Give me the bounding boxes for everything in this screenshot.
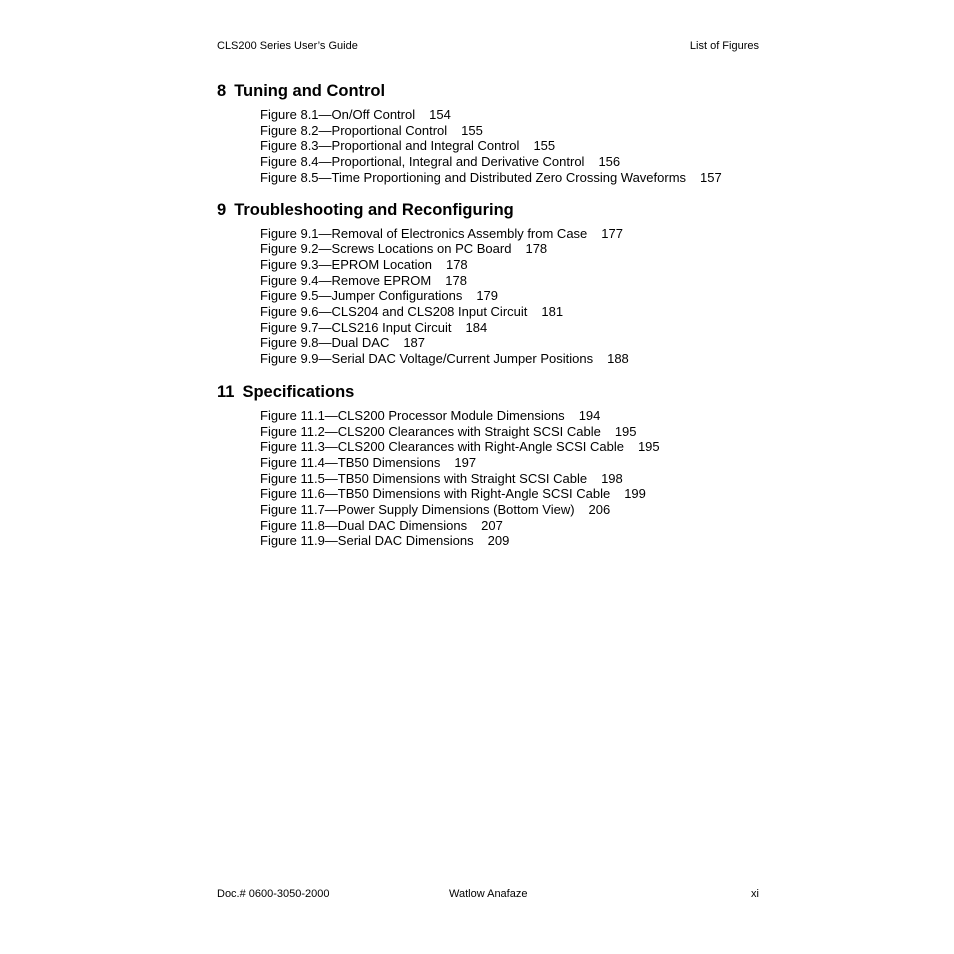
figure-page-number: 198: [601, 470, 623, 486]
figure-label: Figure 11.9—Serial DAC Dimensions: [260, 533, 474, 549]
figure-list: [260, 408, 777, 549]
figure-label: Figure 8.1—On/Off Control: [260, 107, 416, 122]
section-number: 11: [217, 382, 235, 401]
figure-label: Figure 9.3—EPROM Location: [260, 256, 432, 272]
figure-entry[interactable]: [260, 424, 777, 440]
section-heading: [217, 200, 777, 220]
figure-page-number: 178: [525, 241, 548, 257]
section-number: 9: [217, 200, 227, 219]
figure-page-number: 156: [598, 154, 621, 170]
figure-page-number: 177: [601, 225, 623, 241]
section-title: Troubleshooting and Reconfiguring: [234, 200, 514, 219]
figure-label: Figure 9.8—Dual DAC: [260, 335, 390, 351]
figure-page-number: 155: [461, 122, 483, 138]
figure-label: Figure 11.1—CLS200 Processor Module Dimensions: [260, 407, 565, 423]
figure-label: Figure 9.9—Serial DAC Voltage/Current Jumper Positions: [260, 351, 594, 367]
figure-entry[interactable]: [260, 170, 777, 186]
footer-page-number: xi: [751, 888, 759, 900]
figure-page-number: 206: [588, 502, 611, 518]
figure-page-number: 195: [614, 423, 637, 439]
section-9: [217, 200, 777, 367]
figure-label: Figure 9.2—Screws Locations on PC Board: [260, 241, 512, 257]
figure-entry[interactable]: [260, 257, 777, 273]
header-document-title: CLS200 Series User’s Guide: [217, 40, 358, 52]
section-8: [217, 81, 777, 186]
list-of-figures: [217, 81, 777, 549]
section-heading: [217, 382, 777, 402]
figure-page-number: 154: [429, 107, 451, 122]
figure-entry[interactable]: [260, 351, 777, 367]
figure-entry[interactable]: [260, 138, 777, 154]
section-number: 8: [217, 82, 227, 100]
figure-label: Figure 11.4—TB50 Dimensions: [260, 454, 441, 470]
figure-page-number: 209: [487, 533, 510, 549]
figure-label: Figure 8.3—Proportional and Integral Control: [260, 138, 520, 154]
figure-label: Figure 8.2—Proportional Control: [260, 122, 448, 138]
figure-label: Figure 9.1—Removal of Electronics Assembly from Case: [260, 225, 588, 241]
figure-entry[interactable]: [260, 320, 777, 336]
figure-entry[interactable]: [260, 241, 777, 257]
figure-page-number: 199: [624, 486, 646, 502]
figure-entry[interactable]: [260, 518, 777, 534]
figure-entry[interactable]: [260, 486, 777, 502]
figure-page-number: 157: [700, 169, 722, 185]
figure-page-number: 197: [454, 454, 477, 470]
figure-entry[interactable]: [260, 439, 777, 455]
figure-page-number: 195: [637, 439, 660, 455]
figure-page-number: 181: [541, 304, 564, 320]
figure-label: Figure 11.5—TB50 Dimensions with Straight SCSI Cable: [260, 470, 588, 486]
figure-entry[interactable]: [260, 226, 777, 242]
figure-entry[interactable]: [260, 123, 777, 139]
figure-page-number: 178: [445, 272, 467, 288]
figure-entry[interactable]: [260, 335, 777, 351]
figure-label: Figure 9.7—CLS216 Input Circuit: [260, 319, 452, 335]
figure-page-number: 187: [403, 335, 426, 351]
figure-page-number: 188: [607, 351, 629, 367]
figure-entry[interactable]: [260, 304, 777, 320]
footer-publisher: Watlow Anafaze: [449, 888, 528, 900]
figure-page-number: 179: [476, 288, 499, 304]
figure-list: [260, 226, 777, 367]
figure-entry[interactable]: [260, 273, 777, 289]
figure-entry[interactable]: [260, 107, 777, 123]
figure-label: Figure 11.3—CLS200 Clearances with Right-Angle SCSI Cable: [260, 439, 624, 455]
section-11: [217, 382, 777, 549]
figure-entry[interactable]: [260, 502, 777, 518]
figure-page-number: 178: [445, 256, 468, 272]
figure-label: Figure 11.7—Power Supply Dimensions (Bottom View): [260, 502, 575, 518]
section-title: Tuning and Control: [234, 82, 386, 100]
figure-label: Figure 11.8—Dual DAC Dimensions: [260, 517, 468, 533]
figure-label: Figure 8.5—Time Proportioning and Distributed Zero Crossing Waveforms: [260, 169, 687, 185]
figure-page-number: 184: [465, 319, 488, 335]
figure-entry[interactable]: [260, 471, 777, 487]
section-title: Specifications: [242, 382, 355, 401]
footer-document-number: Doc.# 0600-3050-2000: [217, 888, 330, 900]
figure-page-number: 207: [481, 517, 503, 533]
figure-label: Figure 11.2—CLS200 Clearances with Straight SCSI Cable: [260, 423, 601, 439]
figure-label: Figure 9.6—CLS204 and CLS208 Input Circuit: [260, 304, 528, 320]
figure-page-number: 155: [533, 138, 556, 154]
figure-entry[interactable]: [260, 408, 777, 424]
figure-entry[interactable]: [260, 533, 777, 549]
figure-entry[interactable]: [260, 154, 777, 170]
figure-label: Figure 9.5—Jumper Configurations: [260, 288, 463, 304]
figure-entry[interactable]: [260, 455, 777, 471]
header-section-title: List of Figures: [689, 40, 759, 52]
figure-label: Figure 9.4—Remove EPROM: [260, 272, 432, 288]
figure-list: [260, 107, 777, 186]
figure-entry[interactable]: [260, 288, 777, 304]
figure-label: Figure 11.6—TB50 Dimensions with Right-Angle SCSI Cable: [260, 486, 611, 502]
figure-label: Figure 8.4—Proportional, Integral and Derivative Control: [260, 154, 585, 170]
figure-page-number: 194: [578, 407, 601, 423]
section-heading: [217, 81, 777, 101]
